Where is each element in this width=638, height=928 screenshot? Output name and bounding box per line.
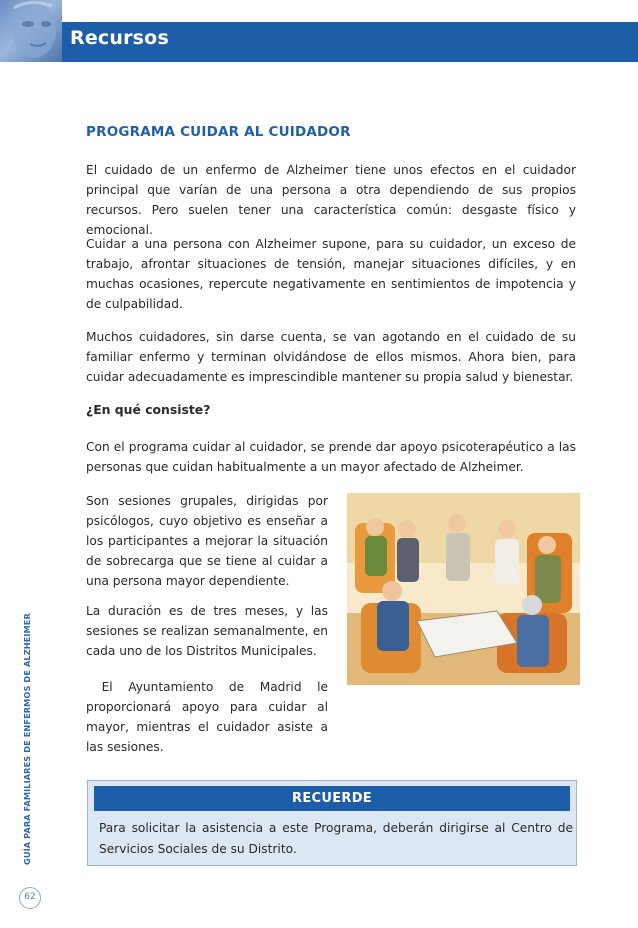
header-portrait-photo bbox=[0, 0, 62, 62]
guide-vertical-label: GUÍA PARA FAMILIARES DE ENFERMOS DE ALZHEIMER bbox=[22, 613, 32, 865]
page-number: 62 bbox=[19, 887, 41, 909]
group-therapy-illustration-icon bbox=[347, 493, 580, 685]
subheading: ¿En qué consiste? bbox=[86, 402, 211, 417]
reminder-text: Para solicitar la asistencia a este Programa, deberán dirigirse al Centro de Servicios Sociales de su Distrito. bbox=[99, 821, 573, 856]
intro-paragraph: Con el programa cuidar al cuidador, se prende dar apoyo psicoterapéutico a las personas que cuidan habitualmente a un mayor afectado de Alzheimer. bbox=[86, 440, 576, 474]
side-paragraph-2: La duración es de tres meses, y las sesiones se realizan semanalmente, en cada uno de los Distritos Municipales. bbox=[86, 604, 328, 658]
portrait-photo-icon bbox=[0, 0, 62, 62]
reminder-heading: RECUERDE bbox=[94, 786, 570, 811]
paragraph-2: Cuidar a una persona con Alzheimer supone, para su cuidador, un exceso de trabajo, afrontar situaciones de tensión, manejar situaciones difíciles, y en muchas ocasiones, repercute negativamente en sentimientos de impotencia y de culpabilidad. bbox=[86, 237, 576, 311]
side-paragraph-3: El Ayuntamiento de Madrid le proporcionará apoyo para cuidar al mayor, mientras el cuidador asiste a las sesiones. bbox=[86, 680, 332, 754]
paragraph-1: El cuidado de un enfermo de Alzheimer tiene unos efectos en el cuidador principal que varían de una persona a otra dependiendo de sus propios recursos. Pero suelen tener una característica común: desgaste físico y emocional. bbox=[86, 163, 576, 237]
group-therapy-illustration bbox=[347, 493, 580, 685]
header-title: Recursos bbox=[70, 27, 169, 49]
section-title: PROGRAMA CUIDAR AL CUIDADOR bbox=[86, 124, 351, 140]
side-paragraph-1: Son sesiones grupales, dirigidas por psicólogos, cuyo objetivo es enseñar a los participantes a mejorar la situación de sobrecarga que se tiene al cuidar a una persona mayor dependiente. bbox=[86, 494, 328, 588]
paragraph-3: Muchos cuidadores, sin darse cuenta, se van agotando en el cuidado de su familiar enfermo y terminan olvidándose de ellos mismos. Ahora bien, para cuidar adecuadamente es imprescindible mantener su propia salud y bienestar. bbox=[86, 330, 576, 384]
